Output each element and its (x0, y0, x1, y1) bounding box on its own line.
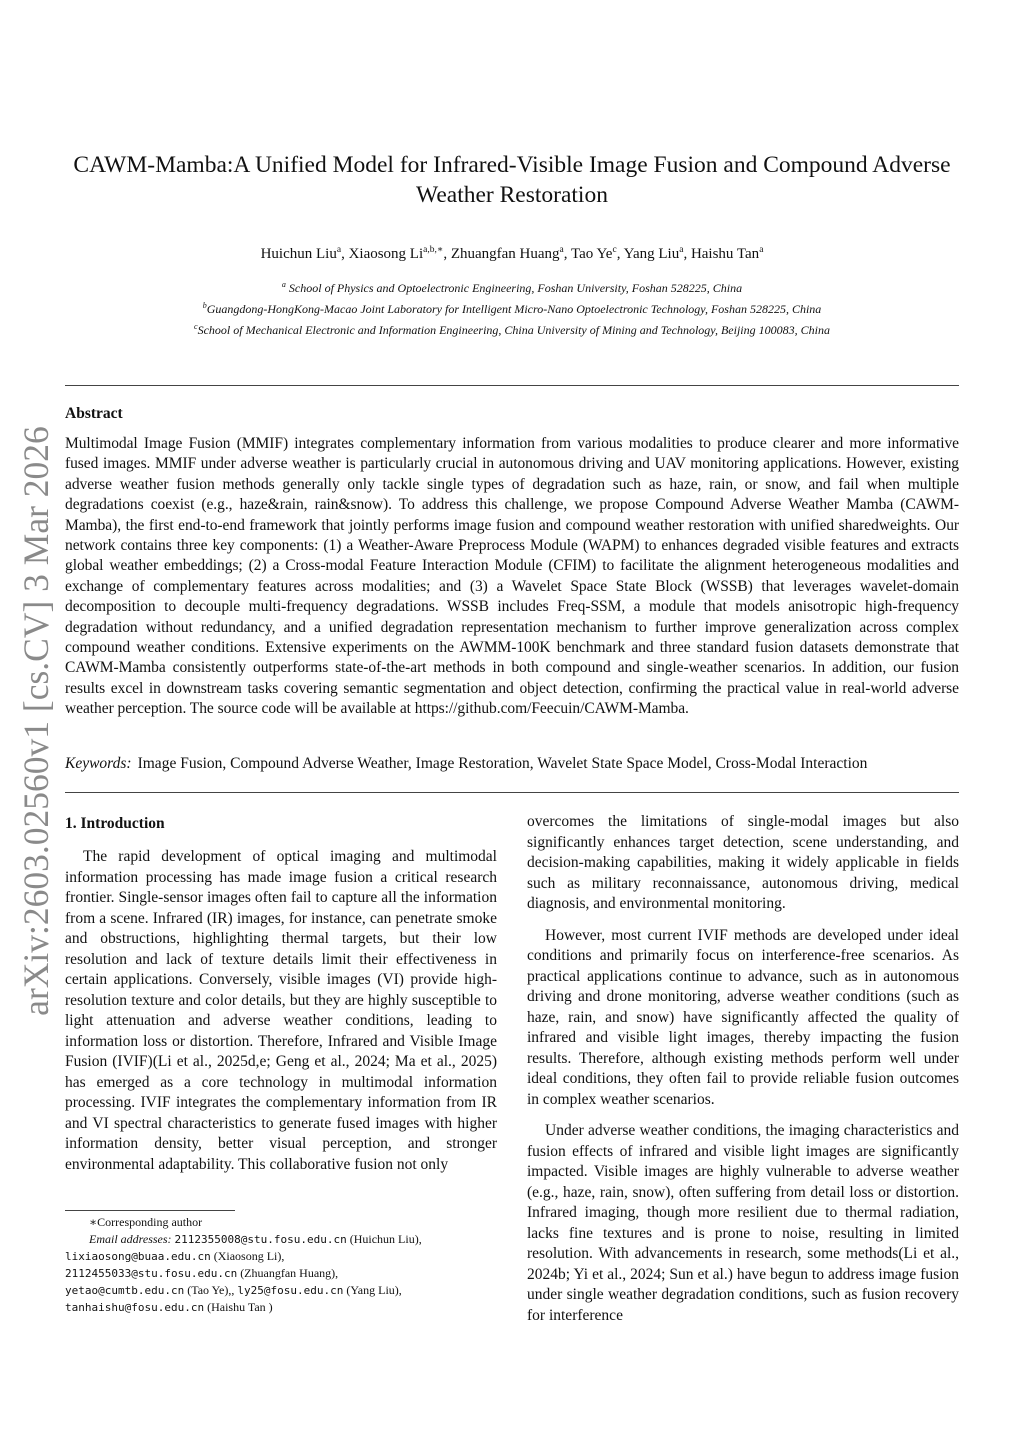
author: Huichun Liu$^a$ (260, 245, 342, 262)
keywords-text: Image Fusion, Compound Adverse Weather, Image Restoration, Wavelet State Space Model, Cross-Modal Interaction (137, 755, 868, 772)
keywords (65, 754, 959, 774)
author: Xiaosong $Li^{a,b,∗}$ (348, 245, 444, 262)
author: Tao Ye$^c$ (571, 245, 617, 262)
email-link[interactable]: 2112455033@stu.fosu.edu.cn (65, 1267, 238, 1280)
keywords-label: Keywords: (65, 755, 132, 772)
corresponding-author-note: ∗Corresponding author (89, 1215, 203, 1229)
paragraph: overcomes the limitations of single-modal images but also significantly enhances target detection, scene understanding, and decision-making capabilities, making it widely applicable in fields such as military reconnaissance, autonomous driving, medical diagnosis, and environmental monitoring. (527, 813, 959, 912)
email-line: yetao@cumtb.edu.cn (Tao Ye),, ly25@fosu.edu.cn (Yang Liu), (65, 1283, 402, 1297)
email-link[interactable]: tanhaishu@fosu.edu.cn (65, 1301, 205, 1314)
email-line: Email addresses: 2112355008@stu.fosu.edu.cn (Huichun Liu), (89, 1232, 422, 1246)
abstract-heading: Abstract (65, 405, 123, 422)
author: Yang Liu$^a$ (623, 245, 684, 262)
arxiv-stamp-text: arXiv:2603.02560v1 [cs.CV] 3 Mar 2026 (16, 426, 56, 1016)
email-link[interactable]: lixiaosong@buaa.edu.cn (65, 1250, 211, 1263)
affiliation: $^a$ School of Physics and Optoelectronic Engineering, Foshan University, Foshan 528225, China (281, 280, 743, 295)
arxiv-stamp (12, 406, 60, 1036)
email-link[interactable]: 2112355008@stu.fosu.edu.cn (174, 1233, 347, 1246)
paragraph: Under adverse weather conditions, the imaging characteristics and fusion effects of infrared and visible light images are significantly impacted. Visible images are highly vulnerable to adverse weather (e.g., haze, rain, snow), often suffering from detail loss or distortion. Infrared imaging, though more resilient due to thermal radiation, lacks fine textures and is prone to noise, resulting in limited resolution. With advancements in research, some methods(Li et al., 2024b; Yi et al., 2024; Sun et al.) have begun to address image fusion under single weather degradation conditions, such as fusion recovery for interference (527, 1122, 959, 1324)
paragraph: The rapid development of optical imaging and multimodal information processing has made image fusion a critical research frontier. Single-sensor images often fail to capture all the information from a scene. Infrared (IR) images, for instance, can penetrate smoke and obstructions, highlighting thermal targets, but their low resolution and lack of texture details limit their effectiveness in certain applications. Conversely, visible images (VI) provide high-resolution texture and color details, but they are highly susceptible to light attenuation and adverse weather conditions, leading to information loss or distortion. Therefore, Infrared and Visible Image Fusion (IVIF)(Li et al., 2025d,e; Geng et al., 2024; Ma et al., 2025) has emerged as a core technology in multimodal information processing. IVIF integrates the complementary information from IR and VI spectral characteristics to generate fused images with higher information density, better visual perception, and stronger environmental adaptability. This collaborative fusion not only (65, 848, 497, 1173)
abstract-divider (65, 792, 959, 793)
author: Haishu Tan$^a$ (690, 245, 764, 262)
email-line: tanhaishu@fosu.edu.cn (Haishu Tan ) (65, 1300, 273, 1314)
right-column (527, 812, 959, 1326)
author-list: Huichun Liu$^a$, Xiaosong $Li^{a,b,∗}$, Zhuangfan Huang$^a$, Tao Ye$^c$, Yang Liu$^a$, Haishu Tan$^a$ (260, 245, 764, 262)
affiliation: $^c$School of Mechanical Electronic and Information Engineering, China University of Mining and Technology, Beijing 100083, China (194, 322, 830, 337)
email-link[interactable]: ly25@fosu.edu.cn (237, 1284, 344, 1297)
affiliation: $^b$Guangdong-HongKong-Macao Joint Laboratory for Intelligent Micro-Nano Optoelectronic Technology, Foshan 528225, China (202, 301, 822, 316)
paragraph: However, most current IVIF methods are developed under ideal conditions and primarily focus on interference-free scenarios. As practical applications continue to advance, such as in autonomous driving and drone monitoring, adverse weather conditions (such as haze, rain, and snow) have significantly affected the quality of infrared and visible light images, thereby impacting the fusion results. Therefore, although existing methods perform well under ideal conditions, they often fail to provide reliable fusion outcomes in complex weather scenarios. (527, 926, 959, 1108)
footnotes (65, 1214, 505, 1316)
left-column (65, 812, 497, 1175)
email-link[interactable]: yetao@cumtb.edu.cn (65, 1284, 185, 1297)
header-divider (65, 385, 959, 386)
section-heading: 1. Introduction (65, 815, 165, 832)
email-line: lixiaosong@buaa.edu.cn (Xiaosong Li), (65, 1249, 285, 1263)
affiliation-list (65, 276, 959, 339)
paper-title: CAWM-Mamba:A Unified Model for Infrared-Visible Image Fusion and Compound Adverse Weather Restoration (73, 152, 951, 208)
footnote-divider (65, 1210, 235, 1211)
author: Zhuangfan Huang$^a$ (450, 245, 564, 262)
abstract-text: Multimodal Image Fusion (MMIF) integrates complementary information from various modalities to produce clearer and more informative fused images. MMIF under adverse weather is particularly crucial in autonomous driving and UAV monitoring applications. However, existing adverse weather fusion methods generally only tackle single types of degradation such as haze, rain, or snow, and fail when multiple degradations coexist (e.g., haze&rain, rain&snow). To address this challenge, we propose Compound Adverse Weather Mamba (CAWM-Mamba), the first end-to-end framework that jointly performs image fusion and compound weather restoration with unified sharedweights. Our network contains three key components: (1) a Weather-Aware Preprocess Module (WAPM) to enhances degraded visible features and extracts global weather embeddings; (2) a Cross-modal Feature Interaction Module (CFIM) to facilitate the alignment heterogeneous modalities and exchange of complementary features across modalities; and (3) a Wavelet Space State Block (WSSB) that leverages wavelet-domain decomposition to decouple multi-frequency degradations. WSSB includes Freq-SSM, a module that models anisotropic high-frequency degradation without redundancy, and a unified degradation representation mechanism to further improve generalization across complex compound weather conditions. Extensive experiments on the AWMM-100K benchmark and three standard fusion datasets demonstrate that CAWM-Mamba consistently outperforms state-of-the-art methods in both compound and single-weather scenarios. In addition, our fusion results excel in downstream tasks covering semantic segmentation and object detection, confirming the practical value in real-world adverse weather perception. The source code will be available at https://github.com/Feecuin/CAWM-Mamba. (65, 435, 959, 718)
email-line: 2112455033@stu.fosu.edu.cn (Zhuangfan Huang), (65, 1266, 339, 1280)
